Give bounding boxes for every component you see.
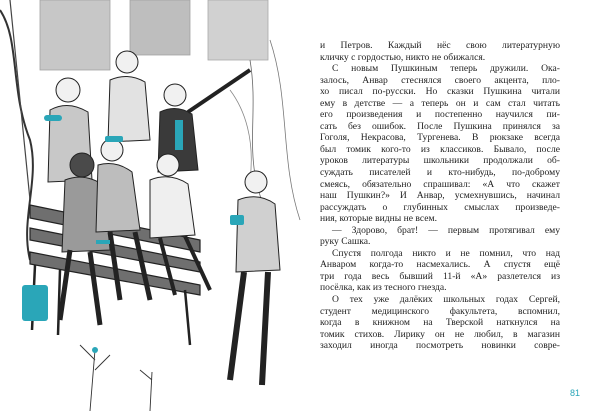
text-line: ния, которые видны не всем.	[320, 213, 437, 225]
text-line: когда в книжном на Тверской наткнулся на	[320, 317, 560, 329]
text-line: Спустя полгода никто и не помнил, что над	[332, 247, 560, 259]
text-line: сать без ошибок. После Пушкина принялся за	[320, 120, 560, 132]
text-line: Анваром когда-то насмехались. А спустя ещё	[320, 259, 560, 271]
plants	[80, 345, 152, 411]
figures	[48, 51, 280, 385]
text-line: рассуждать о глубинных смыслах произведе-	[320, 201, 560, 213]
text-line: и Петров. Каждый нёс свою литературную	[320, 40, 560, 51]
text-line: — Здорово, брат! — первым протягивал ему	[332, 224, 560, 236]
text-line: был томик кого-то из классиков. Бывало, после	[320, 143, 560, 155]
text-line: заходил иногда посмотреть новинки совре-	[320, 340, 560, 352]
text-line: кличку с гордостью, никто не обижался.	[320, 51, 486, 63]
body-text	[320, 40, 560, 352]
text-line: залось, Анвар стеснялся своего акцента, пло-	[320, 74, 560, 86]
text-line: Гоголя, Некрасова, Тургенева. В рюкзаке всегда	[320, 132, 560, 144]
text-line: С новым Пушкиным теперь дружили. Ока-	[332, 63, 560, 75]
text-line: его произведения и постепенно научился пи-	[320, 109, 560, 121]
text-line: наш Пушкин?» И Анвар, усмехнувшись, начинал	[320, 190, 560, 202]
text-line: посёлка, как из тесного гнезда.	[320, 282, 447, 294]
text-line: смеясь, обязательно спрашивал: «А что скажет	[320, 178, 560, 190]
text-line: томик стихов. Лирику он не любил, в магазин	[320, 328, 560, 340]
text-line: хо писал по-русски. Но сказки Пушкина читали	[320, 86, 560, 98]
text-line: студент медицинского факультета, вспомнил,	[320, 305, 560, 317]
text-line: три года весь бывший 11-й «А» разлетелся из	[320, 270, 560, 282]
text-line: ему в детстве — а теперь он и сам стал читать	[320, 97, 560, 109]
text-line: уроков литературы школьники продолжали об-	[320, 155, 560, 167]
text-line: суждать писателей и кто-нибудь, по-доброму	[320, 167, 560, 179]
text-line: руку Сашка.	[320, 236, 371, 248]
text-line: О тех уже далёких школьных годах Сергей,	[332, 294, 560, 306]
page-number: 81	[569, 388, 580, 398]
